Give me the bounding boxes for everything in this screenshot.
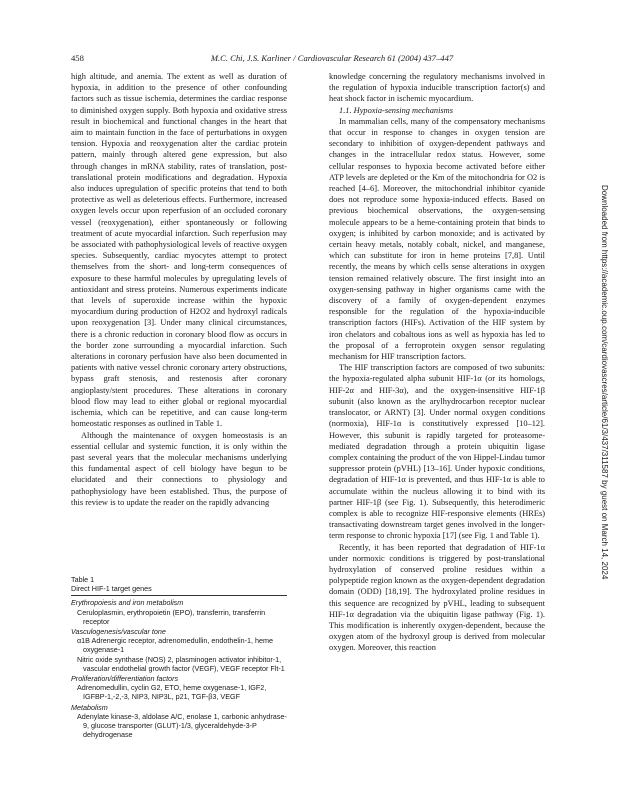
table-item: Adrenomedullin, cyclin G2, ETO, heme oxygenase-1, IGF2, IGFBP-1,-2,-3, NIP3, NIP3L, p21, TGF-β3, VEGF xyxy=(77,683,267,702)
body-paragraph: knowledge concerning the regulatory mechanisms involved in the regulation of hypoxia inducible transcription factor(s) and heat shock factor in ischemic myocardium. xyxy=(329,72,545,104)
right-column xyxy=(329,71,545,776)
body-paragraph: Recently, it has been reported that degradation of HIF-1α under normoxic conditions is triggered by post-translational hydroxylation of conserved proline residues within a polypeptide region known as the oxygen-dependent degradation domain (ODD) [18,19]. The hydroxylated proline residues in this sequence are recognized by pVHL, leading to subsequent HIF-1α degradation via the ubiquitin ligase pathway (Fig. 1). This modification is inherently oxygen-dependent, because the oxygen atom of the hydroxyl group is derived from molecular oxygen. Moreover, this reaction xyxy=(329,542,545,653)
running-header xyxy=(71,52,547,66)
body-paragraph: The HIF transcription factors are composed of two subunits: the hypoxia-regulated alpha subunit HIF-1α (or its homologs, HIF-2α and HIF-3α), and the oxygen-insensitive HIF-1β subunit (also known as the arylhydrocarbon receptor nuclear translocator, or ARNT) [3]. Under normal oxygen conditions (normoxia), HIF-1α is constitutively expressed [10–12]. However, this subunit is rapidly targeted for proteasome-mediated degradation through a protein ubiquitin ligase complex containing the product of the von Hippel-Lindau tumor suppressor protein (pVHL) [13–16]. Under hypoxic conditions, degradation of HIF-1α is prevented, and thus HIF-1α is able to accumulate within the nucleus allowing it to bind with its partner HIF-1β (see Fig. 1). Subsequently, this heterodimeric complex is able to recognize HIF-responsive elements (HREs) transactivating downstream target genes involved in the longer-term response to chronic hypoxia [17] (see Fig. 1 and Table 1). xyxy=(329,363,545,541)
table-item: Ceruloplasmin, erythropoietin (EPO), transferrin, transferrin receptor xyxy=(77,607,266,626)
table-category: Metabolism xyxy=(71,702,108,712)
table-item: Nitric oxide synthase (NOS) 2, plasminogen activator inhibitor-1, vascular endothelial growth factor (VEGF), VEGF receptor Flt-1 xyxy=(77,654,285,673)
table-category: Vasculogenesis/vascular tone xyxy=(71,627,166,637)
table-item: α1B Adrenergic receptor, adrenomedullin, endothelin-1, heme oxygenase-1 xyxy=(77,636,273,655)
left-column xyxy=(71,71,287,571)
table-item: Adenylate kinase-3, aldolase A/C, enolase 1, carbonic anhydrase-9, glucose transporter (GLUT)-1/3, glyceraldehyde-3-P dehydrogenase xyxy=(77,711,287,740)
body-paragraph: high altitude, and anemia. The extent as well as duration of hypoxia, in addition to the presence of other confounding factors such as tissue ischemia, determines the cardiac response to diminished oxygen supply. Both hypoxia and oxidative stress result in biochemical and functional changes in the heart that aim to maintain function in the face of perturbations in oxygen tension. Hypoxia and reoxygenation alter the cardiac protein pattern, mainly through altered gene expression, but also through changes in mRNA stability, rates of translation, post-translational protein modifications and degradation. Hypoxia also induces upregulation of specific proteins that tend to both protective as well as deleterious effects. Furthermore, increased oxygen levels occur upon reperfusion of an occluded coronary vessel (reoxygenation), either spontaneously or following treatment of acute myocardial infarction. Such reperfusion may be associated with pathophysiological levels of reactive oxygen species. Subsequently, cardiac myocytes attempt to protect themselves from the short- and long-term consequences of exposure to these harmful molecules by upregulating levels of antioxidant and stress proteins. Numerous experiments indicate that levels of superoxide increase within the hypoxic myocardium during production of H2O2 and hydroxyl radicals upon reoxygenation [3]. Under many clinical circumstances, there is a chronic reduction in coronary blood flow as occurs in the border zone surrounding a myocardial infarction. Such alterations in coronary perfusion have also been documented in patients with native vessel chronic coronary artery obstructions, bypass graft stenosis, and restenosis after coronary angioplasty/stent procedures. These alterations in coronary blood flow may lead to either global or regional myocardial ischemia, which can be repetitive, and can cause long-term homeostatic responses as outlined in Table 1. xyxy=(71,72,287,429)
table-top-rule xyxy=(71,595,287,596)
body-paragraph: In mammalian cells, many of the compensatory mechanisms that occur in response to changes in oxygen tension are secondary to inhibition of oxygen-dependent pathways and changes in the intracellular redox status. However, some cellular responses to hypoxia become activated before either ATP levels are depleted or the Km of the mitochondria for O2 is reached [4–6]. Moreover, the mitochondrial inhibitor cyanide does not reproduce some hypoxia-induced effects. Based on previous biochemical observations, the oxygen-sensing molecule appears to be a heme-containing protein that binds to oxygen; is inhibited by carbon monoxide; and is activated by certain heavy metals, notably cobalt, nickel, and manganese, which can substitute for iron in heme proteins [7,8]. Until recently, the means by which cells sense alterations in oxygen tension remained relatively obscure. The first insight into an oxygen-sensing pathway in higher organisms came with the discovery of a family of oxygen-dependent enzymes responsible for the regulation of the hypoxia-inducible transcription factors (HIFs). Activation of the HIF system by iron chelators and cobaltous ions as well as hypoxia has led to the proposal of a ferroprotein oxygen sensor regulating mechanism for HIF transcription factors. xyxy=(329,116,545,362)
table-caption: Direct HIF-1 target genes xyxy=(71,584,152,594)
table-category: Proliferation/differentiation factors xyxy=(71,674,179,684)
download-watermark: Downloaded from https://academic.oup.com/cardiovascres/article/61/3/437/311587 by guest on March 14, 2024 xyxy=(600,185,609,580)
table-category: Erythropoiesis and iron metabolism xyxy=(71,598,184,608)
table-label: Table 1 xyxy=(71,575,95,584)
body-paragraph: Although the maintenance of oxygen homeostasis is an essential cellular and systemic function, it is only within the past several years that the molecular mechanisms underlying this fundamental aspect of cell biology have begun to be elucidated and their connections to physiology and pathophysiology have been established. Thus, the purpose of this review is to update the reader on the rapidly advancing xyxy=(71,430,287,507)
page-number: 458 xyxy=(71,53,84,63)
journal-citation: M.C. Chi, J.S. Karliner / Cardiovascular Research 61 (2004) 437–447 xyxy=(210,53,454,63)
section-heading: 1.1. Hypoxia-sensing mechanisms xyxy=(339,105,453,115)
table-1 xyxy=(71,575,287,739)
